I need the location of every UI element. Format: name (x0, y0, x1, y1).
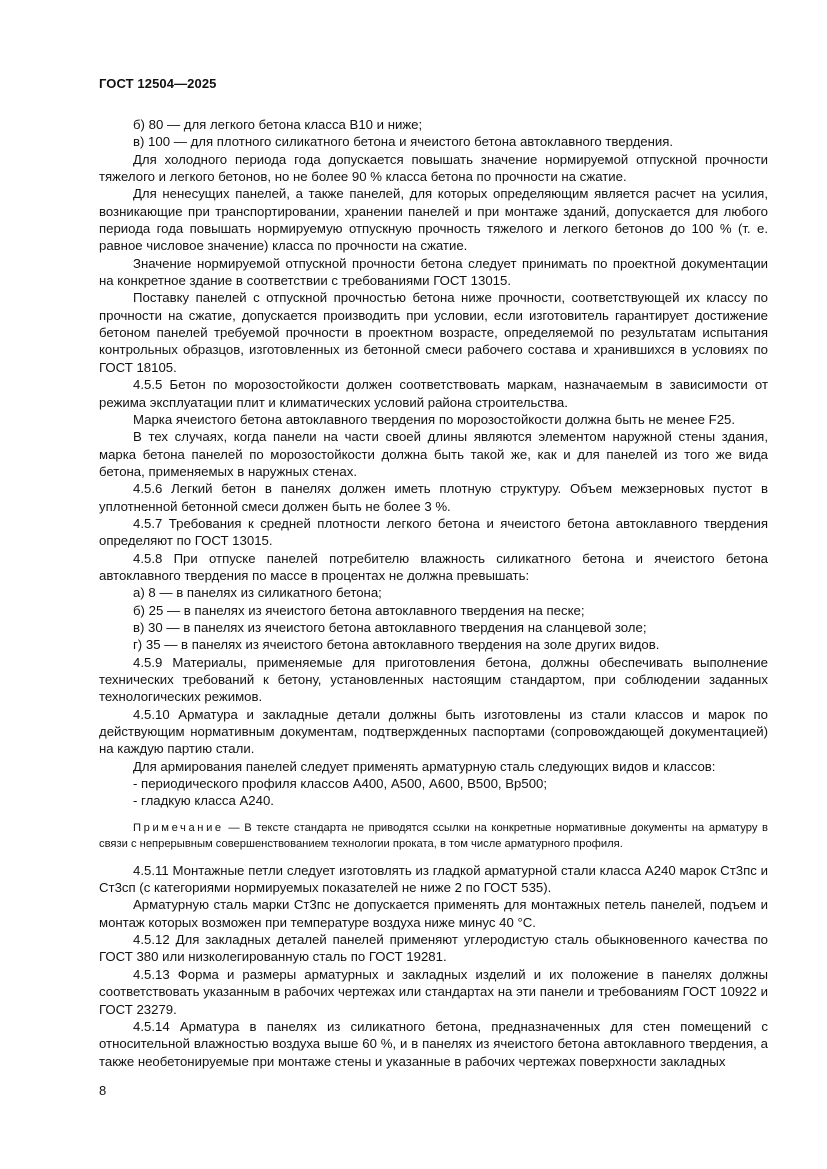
paragraph: Значение нормируемой отпускной прочности бетона следует принимать по проектной документации на конкретное здание в соответствии с требованиями ГОСТ 13015. (99, 255, 768, 289)
note-text: — В тексте стандарта не приводятся ссылки на конкретные нормативные документы на арматуру в связи с непрерывным совершенствованием технологии проката, в том числе арматурного профиля. (99, 821, 768, 850)
paragraph: 4.5.8 При отпуске панелей потребителю влажность силикатного бетона и ячеистого бетона автоклавного твердения по массе в процентах не должна превышать: (99, 550, 768, 583)
paragraph: 4.5.10 Арматура и закладные детали должны быть изготовлены из стали классов и марок по действующим нормативным документам, подтвержденных паспортами (сопровождающей документацией) на каждую партию стали. (99, 706, 768, 757)
list-item: - периодического профиля классов А400, А500, А600, В500, Вр500; (133, 776, 548, 792)
paragraph: 4.5.14 Арматура в панелях из силикатного бетона, предназначенных для стен помещений с относительной влажностью воздуха выше 60 %, и в панелях из ячеистого бетона автоклавного твердения, а также необетонируемые при монтаже стены и указанные в рабочих чертежах поверхности закладных (99, 1018, 768, 1069)
paragraph: Арматурную сталь марки Ст3пс не допускается применять для монтажных петель панелей, подъем и монтаж которых возможен при температуре воздуха ниже минус 40 °С. (99, 897, 768, 930)
paragraph: б) 80 — для легкого бетона класса В10 и ниже; (133, 117, 423, 132)
note-label: Примечание (133, 821, 224, 834)
paragraph: Для холодного периода года допускается повышать значение нормируемой отпускной прочности тяжелого и легкого бетонов, но не более 90 % класса бетона по прочности на сжатие. (99, 151, 768, 185)
list-item: а) 8 — в панелях из силикатного бетона; (133, 585, 382, 601)
list-item: б) 25 — в панелях из ячеистого бетона автоклавного твердения на песке; (133, 602, 585, 618)
document-header: ГОСТ 12504—2025 (99, 76, 217, 91)
paragraph: 4.5.5 Бетон по морозостойкости должен соответствовать маркам, назначаемым в зависимости от режима эксплуатации плит и климатических условий района строительства. (99, 377, 768, 410)
paragraph: 4.5.7 Требования к средней плотности легкого бетона и ячеистого бетона автоклавного твердения определяют по ГОСТ 13015. (99, 515, 768, 549)
list-item: г) 35 — в панелях из ячеистого бетона автоклавного твердения на золе других видов. (133, 637, 660, 653)
paragraph: в) 100 — для плотного силикатного бетона и ячеистого бетона автоклавного твердения. (133, 134, 674, 150)
document-body (99, 116, 768, 1070)
paragraph: 4.5.13 Форма и размеры арматурных и закладных изделий и их положение в панелях должны соответствовать указанным в рабочих чертежах или стандартах на эти панели и требованиям ГОСТ 10922 и ГОСТ 23279. (99, 966, 768, 1017)
paragraph: 4.5.11 Монтажные петли следует изготовлять из гладкой арматурной стали класса А240 марок Ст3пс и Ст3сп (с категориями нормируемых показателей не ниже 2 по ГОСТ 535). (99, 862, 768, 896)
paragraph: Для армирования панелей следует применять арматурную сталь следующих видов и классов: (133, 758, 716, 774)
paragraph: В тех случаях, когда панели на части своей длины являются элементом наружной стены здания, марка бетона панелей по морозостойкости должна быть такой же, как и для панелей из того же вида бетона, применяемых в наружных стенах. (99, 429, 768, 479)
paragraph: Марка ячеистого бетона автоклавного твердения по морозостойкости должна быть не менее F25. (133, 411, 736, 427)
paragraph: Поставку панелей с отпускной прочностью бетона ниже прочности, соответствующей их классу по прочности на сжатие, допускается производить при условии, если изготовитель гарантирует достижение бетоном панелей требуемой прочности в проектном возрасте, определяемой по результатам испытания контрольных образцов, изготовленных из бетонной смеси рабочего состава и хранившихся в условиях по ГОСТ 18105. (99, 290, 768, 375)
paragraph: 4.5.6 Легкий бетон в панелях должен иметь плотную структуру. Объем межзерновых пустот в уплотненной бетонной смеси должен быть не более 3 %. (99, 481, 768, 514)
note-paragraph (99, 820, 768, 852)
paragraph: 4.5.12 Для закладных деталей панелей применяют углеродистую сталь обыкновенного качества по ГОСТ 380 или низколегированную сталь по ГОСТ 19281. (99, 932, 768, 965)
list-item: в) 30 — в панелях из ячеистого бетона автоклавного твердения на сланцевой золе; (133, 619, 647, 635)
paragraph: 4.5.9 Материалы, применяемые для приготовления бетона, должны обеспечивать выполнение технических требований к бетону, установленных настоящим стандартом, при соблюдении заданных технологических режимов. (99, 654, 768, 705)
list-item: - гладкую класса А240. (133, 793, 274, 809)
page-number: 8 (99, 1083, 107, 1098)
paragraph: Для ненесущих панелей, а также панелей, для которых определяющим является расчет на усилия, возникающие при транспортировании, хранении панелей и при монтаже зданий, допускается для любого периода года повышать нормируемую отпускную прочность тяжелого и легкого бетонов до 100 % (т. е. равное числовое значение) класса по прочности на сжатие. (99, 186, 768, 254)
